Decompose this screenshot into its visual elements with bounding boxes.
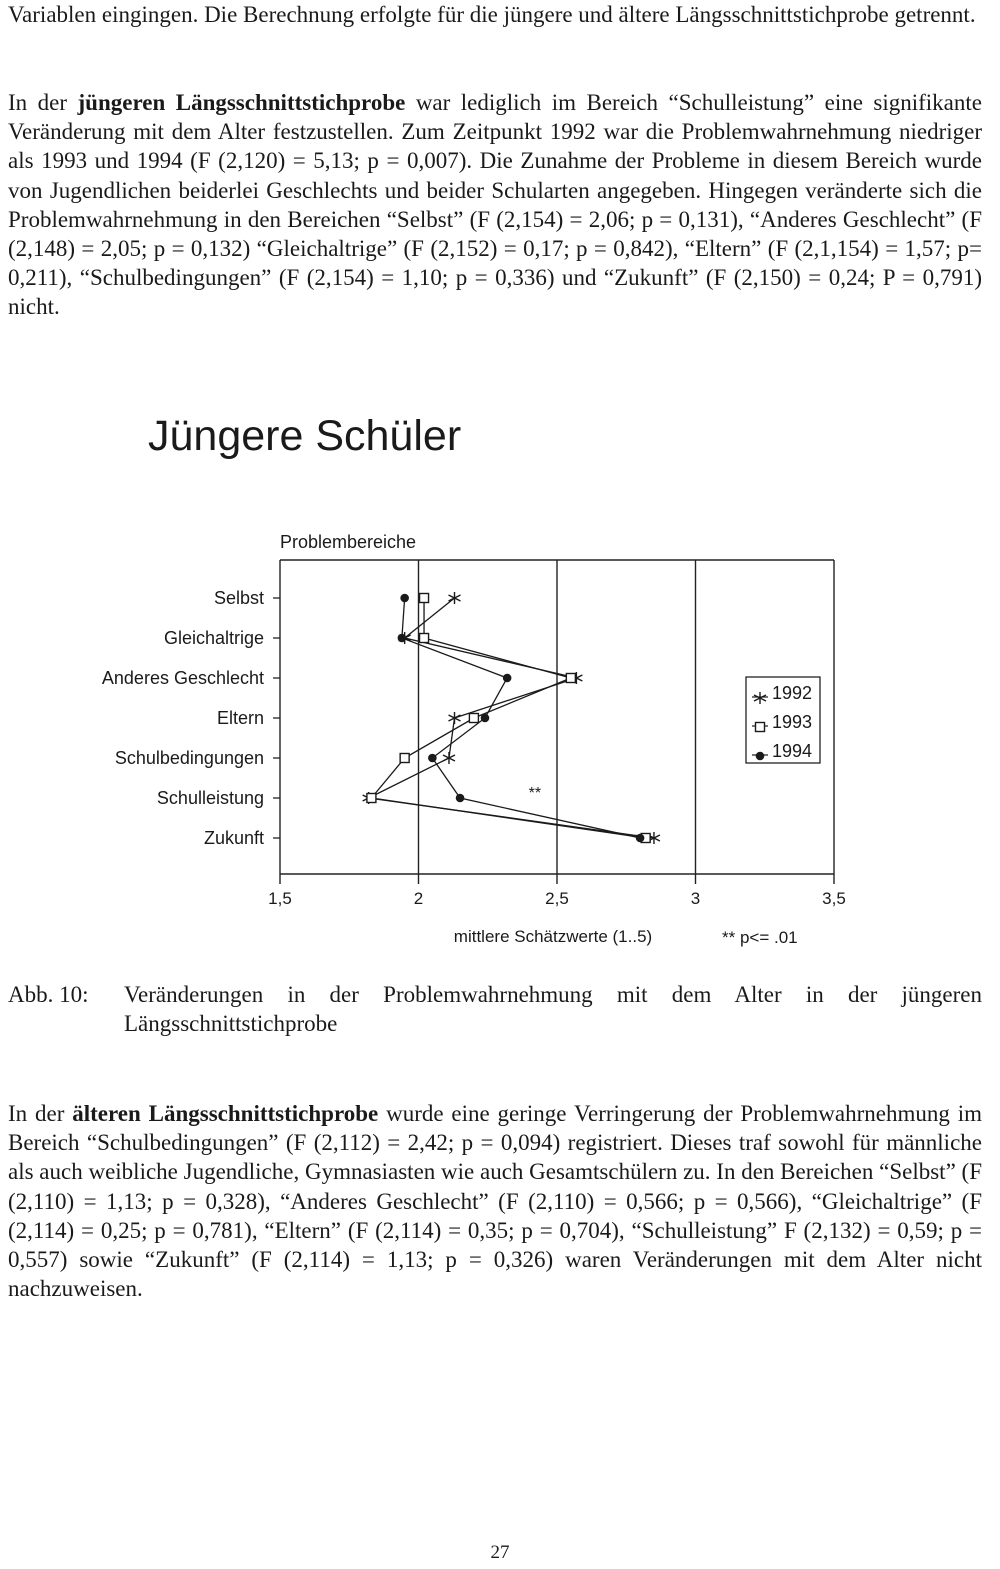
x-tick-label: 2: [413, 889, 424, 908]
point-1992-5: [443, 752, 455, 764]
young-paragraph-bold: jüngeren Längsschnittstichprobe: [77, 90, 406, 115]
y-tick-label: Gleichaltrige: [163, 628, 264, 648]
legend-marker-1994: [756, 752, 765, 761]
legend-label-1992: 1992: [772, 683, 813, 703]
page-number: 27: [490, 1542, 510, 1563]
y-tick-label: Zukunft: [203, 828, 264, 848]
point-1994-7: [636, 834, 645, 843]
significance-note: ** p<= .01: [722, 928, 798, 947]
old-paragraph-bold: älteren Längsschnittstichprobe: [72, 1101, 379, 1126]
x-tick-label: 2,5: [545, 889, 569, 908]
point-1993-3: [566, 674, 575, 683]
point-1993-4: [469, 714, 478, 723]
top-paragraph: Variablen eingingen. Die Berechnung erfolgte für die jüngere und ältere Längsschnittstichprobe getrennt.: [8, 2, 976, 27]
series-line-1993: [371, 598, 645, 838]
point-1994-3: [503, 674, 512, 683]
point-1994-2: [398, 634, 407, 643]
y-tick-label: Anderes Geschlecht: [101, 668, 264, 688]
young-paragraph-post: war lediglich im Bereich “Schulleistung” eine signifikante Veränderung mit dem Alter festzustellen. Zum Zeitpunkt 1992 war die Problemwahrnehmung niedriger als 1993 und 1994 (F (2,120) = 5,13; p = 0,007). Die Zunahme der Probleme in diesem Bereich wurde von Jugendlichen beiderlei Geschlechts und beider Schularten angegeben. Hingegen veränderte sich die Problemwahrnehmung in den Bereichen “Selbst” (F (2,154) = 2,06; p = 0,131), “Anderes Geschlecht” (F (2,148) = 2,05; p = 0,132) “Gleichaltrige” (F (2,152) = 0,17; p = 0,842), “Eltern” (F (2,1,154) = 1,57; p= 0,211), “Schulbedingungen” (F (2,154) = 1,10; p = 0,336) und “Zukunft” (F (2,150) = 0,24; P = 0,791) nicht.: [8, 90, 982, 320]
y-tick-label: Schulleistung: [156, 788, 264, 808]
legend-marker-1993: [756, 723, 765, 732]
series-line-1992: [369, 598, 654, 838]
point-1992-4: [449, 712, 461, 724]
profile-chart: [0, 520, 1000, 960]
point-1994-6: [456, 794, 465, 803]
x-tick-label: 3,5: [822, 889, 846, 908]
point-1993-2: [420, 634, 429, 643]
old-sample-paragraph: [8, 1099, 982, 1303]
young-paragraph-pre: In der: [8, 90, 78, 115]
point-1994-4: [481, 714, 490, 723]
x-axis-title: mittlere Schätzwerte (1..5): [453, 927, 653, 946]
x-tick-label: 3: [690, 889, 701, 908]
caption-text: Veränderungen in der Problemwahrnehmung mit dem Alter in der jüngeren Längsschnittstichprobe: [124, 982, 982, 1037]
legend-label-1994: 1994: [772, 741, 813, 761]
y-tick-label: Eltern: [216, 708, 264, 728]
figure-title: Jüngere Schüler: [148, 412, 462, 460]
significance-marker: **: [528, 785, 542, 802]
point-1993-1: [420, 594, 429, 603]
series-line-1994: [402, 598, 640, 838]
y-tick-label: Schulbedingungen: [114, 748, 264, 768]
point-1993-5: [400, 754, 409, 763]
x-tick-label: 1,5: [268, 889, 292, 908]
old-paragraph-post: wurde eine geringe Verringerung der Problemwahrnehmung im Bereich “Schulbedingungen” (F (2,112) = 2,42; p = 0,094) registriert. Dieses traf sowohl für männliche als auch weibliche Jugendliche, Gymnasiasten wie auch Gesamtschülern zu. In den Bereichen “Selbst” (F (2,110) = 1,13; p = 0,328), “Anderes Geschlecht” (F (2,110) = 0,566; p = 0,566), “Gleichaltrige” (F (2,114) = 0,25; p = 0,781), “Eltern” (F (2,114) = 0,35; p = 0,704), “Schulleistung” F (2,132) = 0,59; p = 0,557) sowie “Zukunft” (F (2,114) = 1,13; p = 0,326) waren Veränderungen mit dem Alter nicht nachzuweisen.: [8, 1101, 982, 1302]
young-sample-paragraph: [8, 88, 982, 322]
point-1994-1: [400, 594, 409, 603]
point-1993-6: [367, 794, 376, 803]
point-1994-5: [428, 754, 437, 763]
legend-label-1993: 1993: [772, 712, 813, 732]
y-tick-label: Selbst: [213, 588, 264, 608]
old-paragraph-pre: In der: [8, 1101, 73, 1126]
y-axis-title: Problembereiche: [280, 532, 417, 552]
caption-label: Abb. 10:: [8, 982, 89, 1007]
